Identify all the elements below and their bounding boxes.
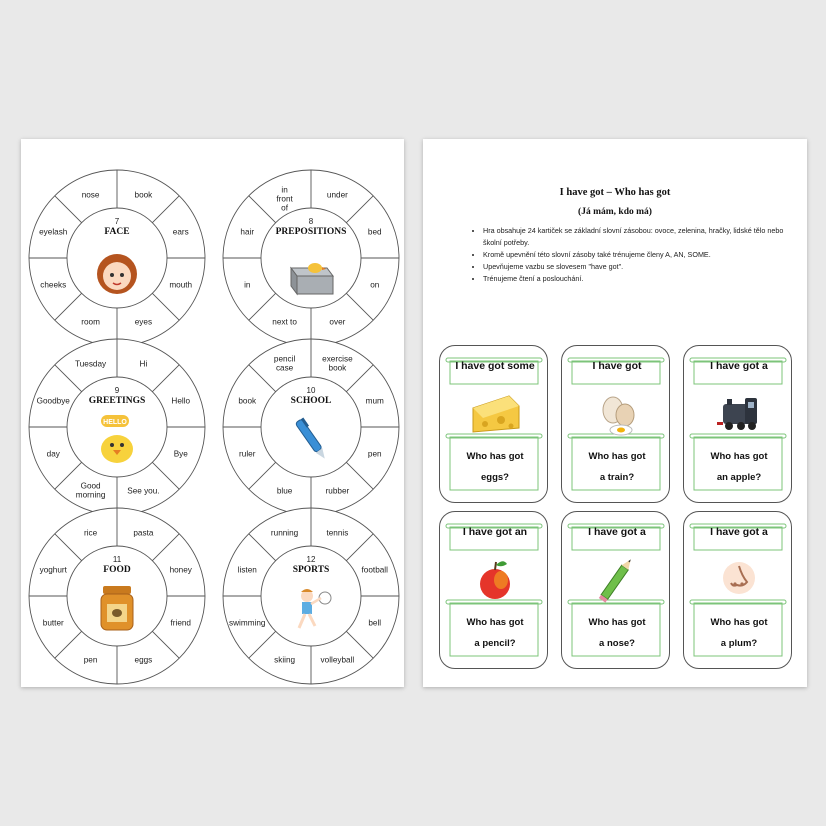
nose-icon	[709, 554, 769, 604]
word-wheel-food	[29, 508, 205, 684]
word-wheel-face	[29, 170, 205, 346]
wheel-word: exercise book	[322, 354, 353, 373]
wheel-title: FOOD	[103, 565, 131, 575]
card-eggs	[561, 345, 670, 503]
wheel-word: hair	[240, 227, 255, 237]
wheel-word: football	[361, 565, 388, 575]
card-top-text: I have got a	[710, 526, 768, 538]
wheel-number: 10	[306, 386, 316, 395]
wheel-word: eyes	[134, 317, 153, 327]
wheels-page	[21, 139, 404, 687]
wheel-word: room	[81, 317, 100, 327]
wheel-number: 8	[308, 217, 314, 226]
card-bottom-line: Who has got	[710, 451, 768, 462]
pencil-icon	[587, 554, 647, 604]
wheel-number: 11	[112, 555, 122, 564]
wheel-word: day	[46, 449, 60, 459]
card-top-text: I have got some	[455, 360, 535, 372]
instruction-item: • Upevňujeme vazbu se slovesem "have got".	[483, 261, 803, 273]
card-apple	[439, 511, 548, 669]
wheel-word: listen	[237, 565, 257, 575]
card-bottom-line: an apple?	[716, 472, 762, 483]
wheel-word: nose	[81, 190, 100, 200]
card-bottom-line: Who has got	[588, 617, 646, 628]
wheel-word: ruler	[239, 449, 256, 459]
wheels-canvas	[21, 139, 404, 687]
wheel-word: friend	[170, 618, 191, 628]
card-bottom-line: Who has got	[466, 451, 524, 462]
wheel-word: swimming	[229, 618, 266, 628]
card-train	[683, 345, 792, 503]
wheel-word: Good morning	[75, 481, 106, 500]
wheel-word: Hello	[171, 396, 191, 406]
instructions-list	[471, 225, 803, 285]
card-cheese	[439, 345, 548, 503]
card-bottom-line: Who has got	[466, 617, 524, 628]
card-bottom-line: a pencil?	[474, 638, 516, 649]
wheel-word: honey	[169, 565, 192, 575]
instruction-item: • Trénujeme čtení a poslouchání.	[483, 273, 803, 285]
wheel-word: book	[238, 396, 257, 406]
wheel-word: pen	[83, 655, 98, 665]
wheel-word: tennis	[326, 528, 349, 538]
wheel-word: Hi	[139, 359, 148, 369]
card-bottom-line: Who has got	[710, 617, 768, 628]
wheel-word: bed	[367, 227, 382, 237]
wheel-word: mouth	[169, 280, 193, 290]
wheel-word: ears	[172, 227, 189, 237]
wheel-word: cheeks	[40, 280, 67, 290]
word-wheel-sports	[223, 508, 399, 684]
card-top-text: I have got a	[710, 360, 768, 372]
document-title: I have got – Who has got	[559, 187, 671, 198]
honey-jar-icon	[101, 586, 133, 630]
card-top-text: I have got a	[588, 526, 646, 538]
card-bottom-line: eggs?	[481, 472, 509, 483]
wheel-word: under	[326, 190, 348, 200]
wheel-word: Bye	[173, 449, 188, 459]
wheel-title: GREETINGS	[88, 396, 146, 406]
wheel-word: bell	[368, 618, 382, 628]
wheel-word: in front of	[276, 185, 293, 213]
card-pencil	[561, 511, 670, 669]
wheel-number: 7	[114, 217, 120, 226]
wheel-word: See you.	[127, 486, 160, 496]
wheel-word: pen	[367, 449, 382, 459]
wheel-word: book	[134, 190, 153, 200]
wheel-word: volleyball	[320, 655, 355, 665]
cheese-icon	[465, 388, 525, 438]
card-bottom-line: Who has got	[588, 451, 646, 462]
wheel-word: eggs	[134, 655, 153, 665]
wheel-number: 9	[114, 386, 120, 395]
wheel-word: mum	[365, 396, 384, 406]
wheel-word: over	[329, 317, 346, 327]
wheel-title: SCHOOL	[290, 396, 332, 406]
wheel-word: in	[244, 280, 251, 290]
wheel-word: butter	[42, 618, 64, 628]
cards-page	[423, 139, 807, 687]
wheel-word: next to	[272, 317, 297, 327]
wheel-word: pasta	[133, 528, 154, 538]
card-top-text: I have got an	[462, 526, 528, 538]
wheel-word: pencil case	[273, 354, 296, 373]
svg-text:HELLO: HELLO	[103, 419, 127, 426]
wheel-title: FACE	[104, 227, 130, 237]
card-bottom-line: a plum?	[720, 638, 758, 649]
card-bottom-line: a nose?	[599, 638, 635, 649]
instruction-item: • Hra obsahuje 24 kartiček se základní slovní zásobou: ovoce, zelenina, hračky, lidské tělo nebo školní potřeby.	[483, 225, 803, 249]
word-wheel-greetings	[29, 339, 205, 515]
box-with-bird-icon	[291, 263, 333, 294]
wheel-number: 12	[306, 555, 316, 564]
instruction-item: • Kromě upevnění této slovní zásoby také trénujeme členy A, AN, SOME.	[483, 249, 803, 261]
card-bottom-line: a train?	[599, 472, 635, 483]
card-nose	[683, 511, 792, 669]
wheel-word: on	[370, 280, 380, 290]
word-wheel-school	[223, 339, 399, 515]
girl-face-icon	[97, 254, 137, 294]
wheel-word: skiing	[274, 655, 296, 665]
wheel-word: blue	[276, 486, 293, 496]
wheel-word: rice	[83, 528, 98, 538]
wheel-word: eyelash	[39, 227, 68, 237]
apple-icon	[465, 554, 525, 604]
wheel-word: Goodbye	[36, 396, 70, 406]
document-subtitle: (Já mám, kdo má)	[578, 207, 652, 217]
wheel-title: PREPOSITIONS	[275, 227, 347, 237]
card-top-text: I have got	[592, 360, 642, 372]
wheel-title: SPORTS	[292, 565, 330, 575]
wheel-word: yoghurt	[39, 565, 67, 575]
wheel-word: rubber	[325, 486, 350, 496]
word-wheel-prepositions	[223, 170, 399, 346]
wheel-word: Tuesday	[75, 359, 107, 369]
wheel-word: running	[270, 528, 299, 538]
eggs-icon	[587, 388, 647, 438]
train-icon	[709, 388, 769, 438]
